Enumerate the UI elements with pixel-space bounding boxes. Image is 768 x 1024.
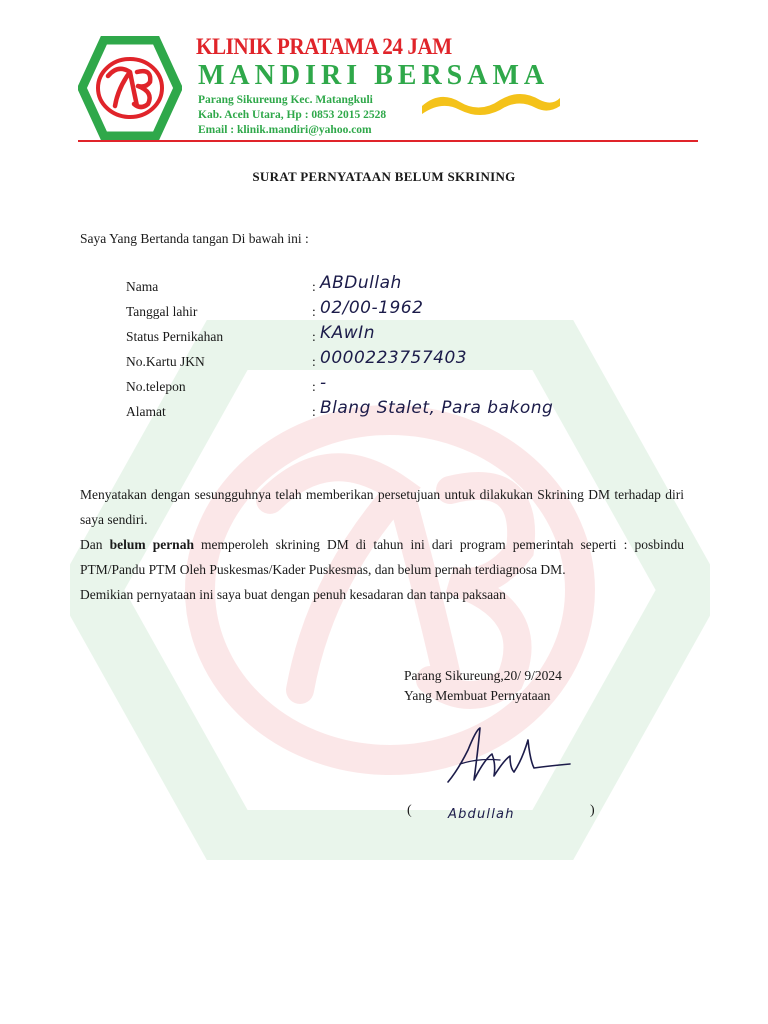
field-label: No.Kartu JKN (126, 354, 205, 369)
field-colon: : (312, 354, 316, 369)
signer-name: Abdullah (448, 807, 515, 822)
email-line: Email : klinik.mandiri@yahoo.com (198, 124, 372, 136)
handwritten-value: 02/00-1962 (320, 298, 424, 318)
handwritten-value: Blang Stalet, Para bakong (320, 398, 554, 418)
clinic-type: KLINIK PRATAMA 24 JAM (196, 34, 452, 59)
address-line-2: Kab. Aceh Utara, Hp : 0853 2015 2528 (198, 109, 387, 121)
statement-paragraph-3: Demikian pernyataan ini saya buat dengan penuh kesadaran dan tanpa paksaan (80, 587, 506, 602)
field-colon: : (312, 379, 316, 394)
field-label: Nama (126, 279, 159, 294)
decorative-wave-icon (420, 88, 562, 118)
statement-body (80, 482, 684, 607)
clinic-logo-icon (78, 36, 182, 140)
intro-text: Saya Yang Bertanda tangan Di bawah ini : (80, 231, 309, 246)
header-divider (78, 140, 698, 142)
handwritten-signature-icon (438, 720, 578, 790)
signer-paren-close: ) (590, 803, 595, 818)
field-label: No.telepon (126, 379, 186, 394)
paragraph-text: Dan (80, 537, 110, 552)
field-label: Tanggal lahir (126, 304, 198, 319)
statement-paragraph-2 (80, 532, 684, 582)
place-date: Parang Sikureung,20/ 9/2024 (404, 668, 562, 683)
handwritten-value: ABDullah (320, 273, 402, 293)
signer-role: Yang Membuat Pernyataan (404, 688, 551, 703)
field-colon: : (312, 404, 316, 419)
address-line-1: Parang Sikureung Kec. Matangkuli (198, 94, 373, 106)
field-colon: : (312, 279, 316, 294)
statement-paragraph-1: Menyatakan dengan sesungguhnya telah memberikan persetujuan untuk dilakukan Skrining DM terhadap diri saya sendiri. (80, 487, 684, 527)
paragraph-text: memperoleh skrining DM di tahun ini dari program pemerintah seperti : posbindu PTM/Pandu PTM Oleh Puskesmas/Kader Puskesmas, dan belum pernah terdiagnosa DM. (80, 537, 684, 577)
handwritten-value: 0000223757403 (320, 348, 468, 368)
field-colon: : (312, 304, 316, 319)
handwritten-value: - (320, 373, 327, 393)
field-label: Alamat (126, 404, 166, 419)
signer-paren-open: ( (407, 803, 412, 818)
signature-block (404, 666, 562, 706)
field-colon: : (312, 329, 316, 344)
field-label: Status Pernikahan (126, 329, 224, 344)
clinic-contact (198, 93, 386, 138)
clinic-name: MANDIRI BERSAMA (198, 60, 550, 91)
emphasis-text: belum pernah (109, 537, 194, 552)
document-title: SURAT PERNYATAAN BELUM SKRINING (252, 169, 516, 184)
handwritten-value: KAwIn (320, 323, 375, 343)
